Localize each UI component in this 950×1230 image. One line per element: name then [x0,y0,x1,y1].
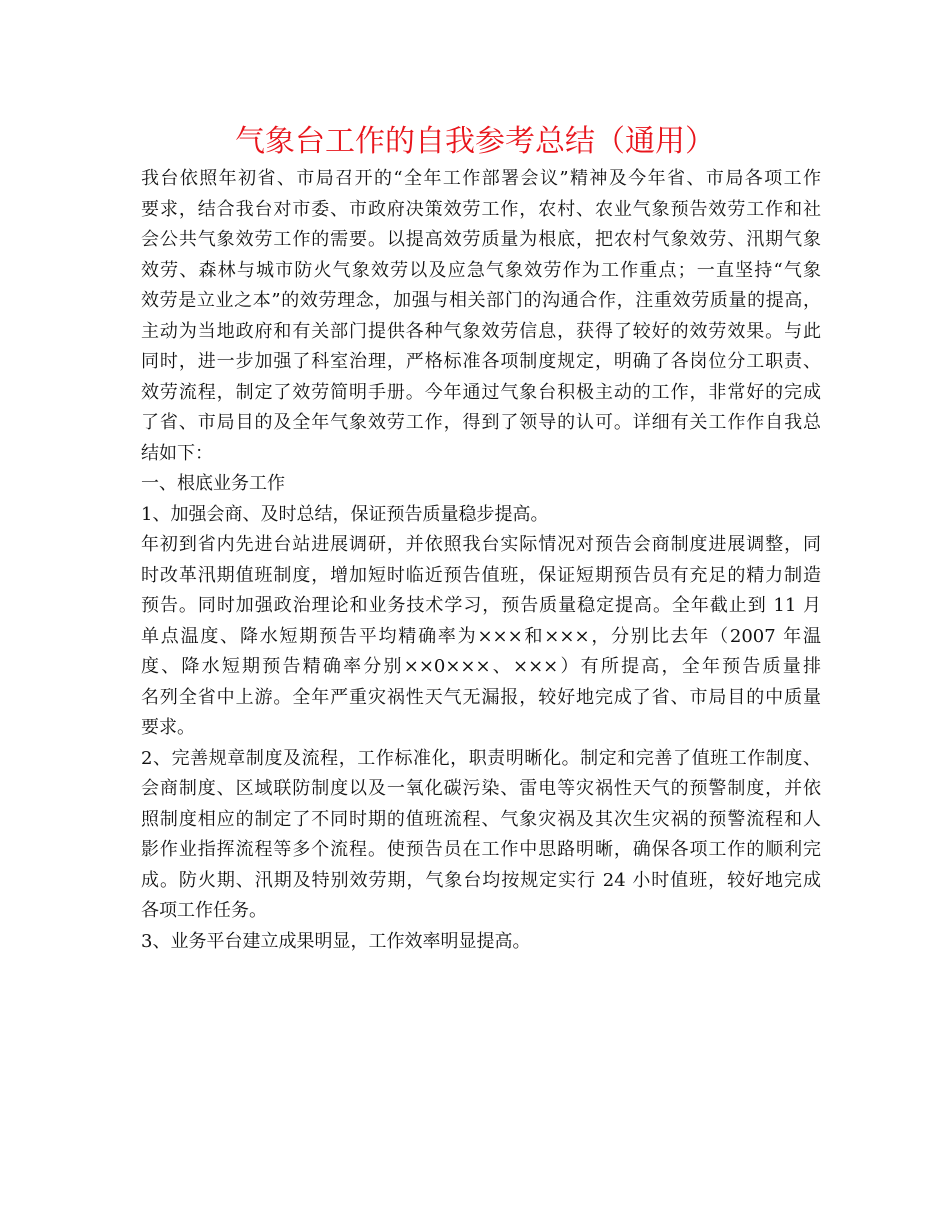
text-line: 要求。 [141,717,195,738]
text-line: 效劳流程，制定了效劳简明手册。今年通过气象台积极主动的工作，非常好的完成 [141,381,821,403]
text-line: 一、根底业务工作 [141,473,285,494]
text-line: 2、完善规章制度及流程，工作标准化，职责明晰化。制定和完善了值班工作制度、 [141,747,821,769]
text-line: 效劳、森林与城市防火气象效劳以及应急气象效劳作为工作重点；一直坚持“气象 [141,259,821,281]
text-line: 结如下： [141,442,213,464]
text-line: 主动为当地政府和有关部门提供各种气象效劳信息，获得了较好的效劳效果。与此 [141,320,821,342]
text-line: 3、业务平台建立成果明显，工作效率明显提高。 [141,930,531,952]
document-title: 气象台工作的自我参考总结（通用） [235,124,715,159]
text-line: 我台依照年初省、市局召开的“全年工作部署会议”精神及今年省、市局各项工作 [141,168,821,189]
text-line: 预告。同时加强政治理论和业务技术学习，预告质量稳定提高。全年截止到 11 月 [141,595,821,616]
text-line: 了省、市局目的及全年气象效劳工作，得到了领导的认可。详细有关工作作自我总 [141,412,821,433]
text-line: 会商制度、区域联防制度以及一氧化碳污染、雷电等灾祸性天气的预警制度，并依 [141,778,821,799]
text-line: 1、加强会商、及时总结，保证预告质量稳步提高。 [141,503,549,525]
text-line: 成。防火期、汛期及特别效劳期，气象台均按规定实行 24 小时值班，较好地完成 [141,869,821,891]
document-body [141,164,821,957]
text-line: 会公共气象效劳工作的需要。以提高效劳质量为根底，把农村气象效劳、汛期气象 [141,229,821,250]
text-line: 同时，进一步加强了科室治理，严格标准各项制度规定，明确了各岗位分工职责、 [141,351,821,372]
text-line: 影作业指挥流程等多个流程。使预告员在工作中思路明晰，确保各项工作的顺利完 [141,839,821,860]
text-line: 名列全省中上游。全年严重灾祸性天气无漏报，较好地完成了省、市局目的中质量 [141,686,821,708]
text-line: 各项工作任务。 [141,900,267,921]
text-line: 年初到省内先进台站进展调研，并依照我台实际情况对预告会商制度进展调整，同 [141,534,821,555]
text-line: 单点温度、降水短期预告平均精确率为×××和×××，分别比去年（2007 年温 [141,625,821,647]
text-line: 时改革汛期值班制度，增加短时临近预告值班，保证短期预告员有充足的精力制造 [141,564,821,586]
text-line: 度、降水短期预告精确率分别××0×××、×××）有所提高，全年预告质量排 [141,656,821,677]
text-line: 效劳是立业之本”的效劳理念，加强与相关部门的沟通合作，注重效劳质量的提高， [141,290,821,311]
text-line: 要求，结合我台对市委、市政府决策效劳工作，农村、农业气象预告效劳工作和社 [141,198,821,220]
text-line: 照制度相应的制定了不同时期的值班流程、气象灾祸及其次生灾祸的预警流程和人 [141,808,821,830]
